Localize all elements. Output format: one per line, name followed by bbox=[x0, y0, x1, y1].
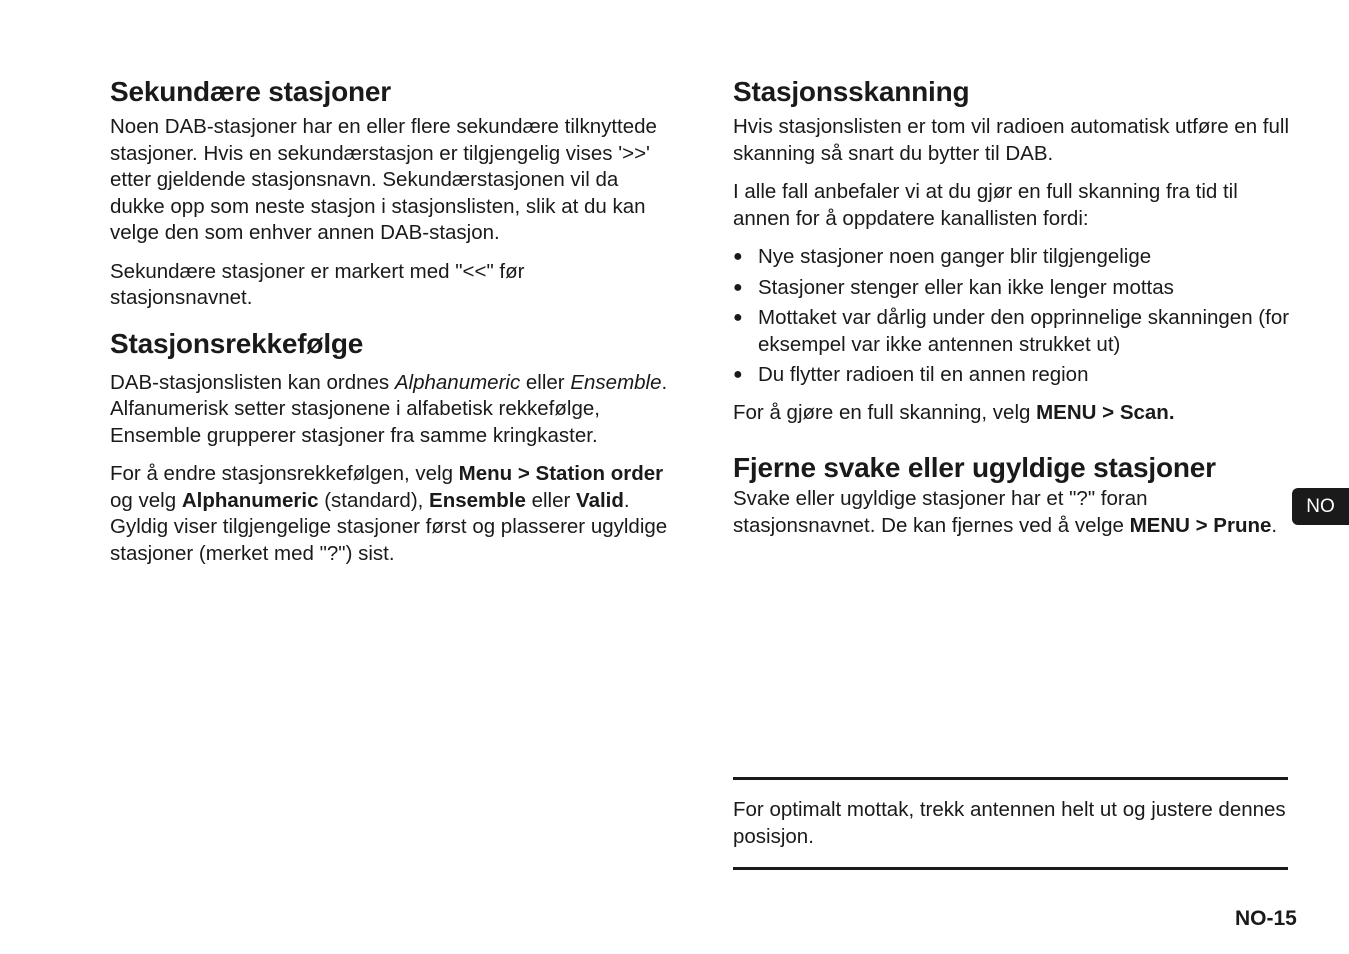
list-item: ● Stasjoner stenger eller kan ikke lenger mottas bbox=[733, 275, 1293, 302]
heading-station-scan: Stasjonsskanning bbox=[733, 76, 970, 107]
paragraph: Noen DAB-stasjoner har en eller flere sekundære tilknyttede stasjoner. Hvis en sekundærstasjon er tilgjengelig vises '>>' etter gjeldende stasjonsnavn. Sekundærstasjonen vil da dukke opp som neste stasjon i stasjonslisten, slik at du kan velge den som enhver annen DAB-stasjon. bbox=[110, 115, 657, 244]
note-text: For optimalt mottak, trekk antennen helt ut og justere dennes posisjon. bbox=[733, 798, 1286, 848]
left-column bbox=[110, 74, 670, 579]
list-item: ● Du flytter radioen til en annen region bbox=[733, 362, 1293, 389]
bullet-icon: ● bbox=[733, 366, 743, 383]
bullet-icon: ● bbox=[733, 278, 743, 296]
divider bbox=[733, 867, 1288, 870]
bullet-list bbox=[733, 244, 1293, 389]
paragraph: Hvis stasjonslisten er tom vil radioen automatisk utføre en full skanning så snart du bytter til DAB. bbox=[733, 115, 1290, 165]
heading-remove-stations: Fjerne svake eller ugyldige stasjoner bbox=[733, 452, 1216, 483]
list-item: ● Mottaket var dårlig under den opprinnelige skanningen (for eksempel var ikke antennen strukket ut) bbox=[733, 306, 1290, 356]
paragraph: I alle fall anbefaler vi at du gjør en full skanning fra tid til annen for å oppdatere kanallisten fordi: bbox=[733, 180, 1238, 230]
page-number: NO-15 bbox=[1235, 907, 1297, 930]
note-box bbox=[733, 777, 1288, 870]
paragraph: Svake eller ugyldige stasjoner har et "?" foran stasjonsnavnet. De kan fjernes ved å velge MENU > Prune. bbox=[733, 487, 1278, 537]
bullet-icon: ● bbox=[733, 248, 743, 265]
list-item: ● Nye stasjoner noen ganger blir tilgjengelige bbox=[733, 244, 1293, 271]
paragraph: DAB-stasjonslisten kan ordnes Alphanumeric eller Ensemble. Alfanumerisk setter stasjonene i alfabetisk rekkefølge, Ensemble grupperer stasjoner fra samme kringkaster. bbox=[110, 370, 668, 447]
paragraph: For å gjøre en full skanning, velg MENU > Scan. bbox=[733, 400, 1175, 424]
divider bbox=[733, 777, 1288, 780]
bullet-icon: ● bbox=[733, 309, 743, 326]
right-column bbox=[733, 74, 1293, 551]
paragraph: Sekundære stasjoner er markert med "<<" før stasjonsnavnet. bbox=[110, 259, 525, 309]
heading-secondary-stations: Sekundære stasjoner bbox=[110, 76, 391, 107]
paragraph: For å endre stasjonsrekkefølgen, velg Menu > Station order og velg Alphanumeric (standard), Ensemble eller Valid. Gyldig viser tilgjengelige stasjoner først og plasserer ugyldige stasjoner (merket med "?") sist. bbox=[110, 462, 668, 565]
heading-station-order: Stasjonsrekkefølge bbox=[110, 327, 364, 359]
language-tab: NO bbox=[1292, 488, 1349, 525]
